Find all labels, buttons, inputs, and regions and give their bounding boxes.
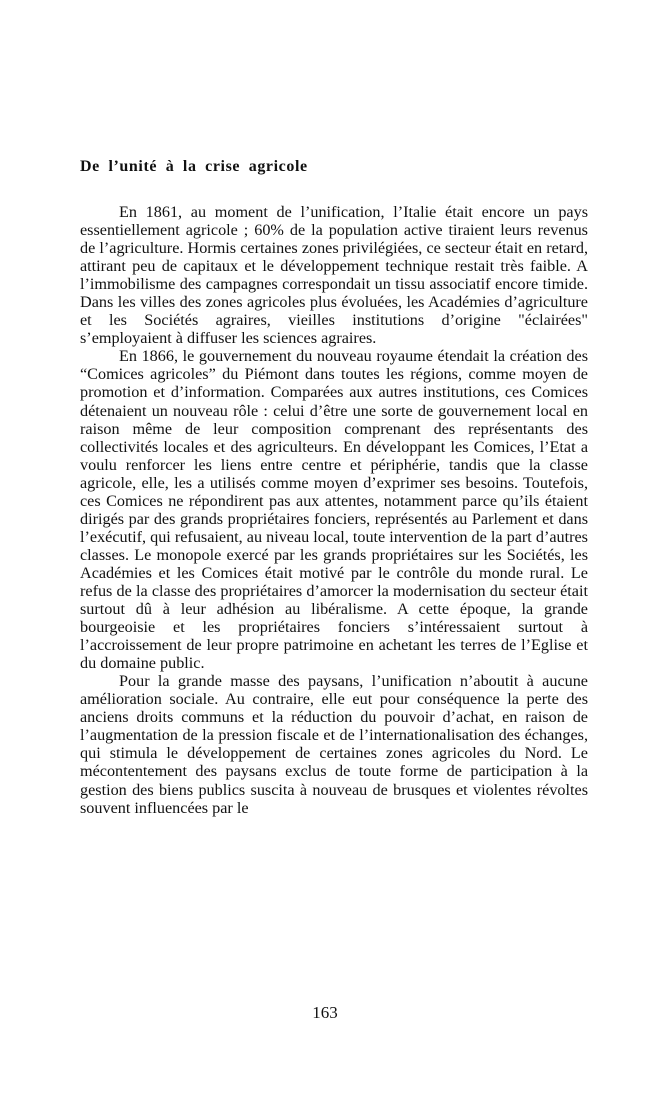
paragraph-1866: En 1866, le gouvernement du nouveau royaume étendait la création des “Comices agricoles” du Piémont dans toutes les régions, comme moyen de promotion et d’information. Comparées aux autres institutions, ces Comices détenaient un nouveau rôle : celui d’être une sorte de gouvernement local en raison même de leur composition comprenant des représentants des collectivités locales et des agriculteurs. En développant les Comices, l’Etat a voulu renforcer les liens entre centre et périphérie, tandis que la classe agricole, elle, les a utilisés comme moyen d’exprimer ses besoins. Toutefois, ces Comices ne répondirent pas aux attentes, notamment parce qu’ils étaient dirigés par des grands propriétaires fonciers, représentés au Parlement et dans l’exécutif, qui refusaient, au niveau local, toute intervention de la part d’autres classes. Le monopole exercé par les grands propriétaires sur les Sociétés, les Académies et les Comices était motivé par le contrôle du monde rural. Le refus de la classe des propriétaires d’amorcer la modernisation du secteur était surtout dû à leur adhésion au libéralisme. A cette époque, la grande bourgeoisie et les propriétaires fonciers s’intéressaient surtout à l’accroissement de leur propre patrimoine en achetant les terres de l’Eglise et du domaine public. [80, 347, 588, 673]
page-number: 163 [312, 1003, 338, 1022]
section-heading: De l’unité à la crise agricole [80, 158, 308, 175]
paragraph-1861: En 1861, au moment de l’unification, l’Italie était encore un pays essentiellement agricole ; 60% de la population active tiraient leurs revenus de l’agriculture. Hormis certaines zones privilégiées, ce secteur était en retard, attirant peu de capitaux et le développement technique restait très faible. A l’immobilisme des campagnes correspondait un tissu associatif encore timide. Dans les villes des zones agricoles plus évoluées, les Académies d’agriculture et les Sociétés agraires, vieilles institutions d’origine "éclairées" s’employaient à diffuser les sciences agraires. [80, 203, 588, 348]
page-body [80, 157, 588, 817]
paragraph-paysans: Pour la grande masse des paysans, l’unification n’aboutit à aucune amélioration sociale. Au contraire, elle eut pour conséquence la perte des anciens droits communs et la réduction du pouvoir d’achat, en raison de l’augmentation de la pression fiscale et de l’internationalisation des échanges, qui stimula le développement de certaines zones agricoles du Nord. Le mécontentement des paysans exclus de toute forme de participation à la gestion des biens publics suscita à nouveau de brusques et violentes révoltes souvent influencées par le [80, 672, 588, 817]
